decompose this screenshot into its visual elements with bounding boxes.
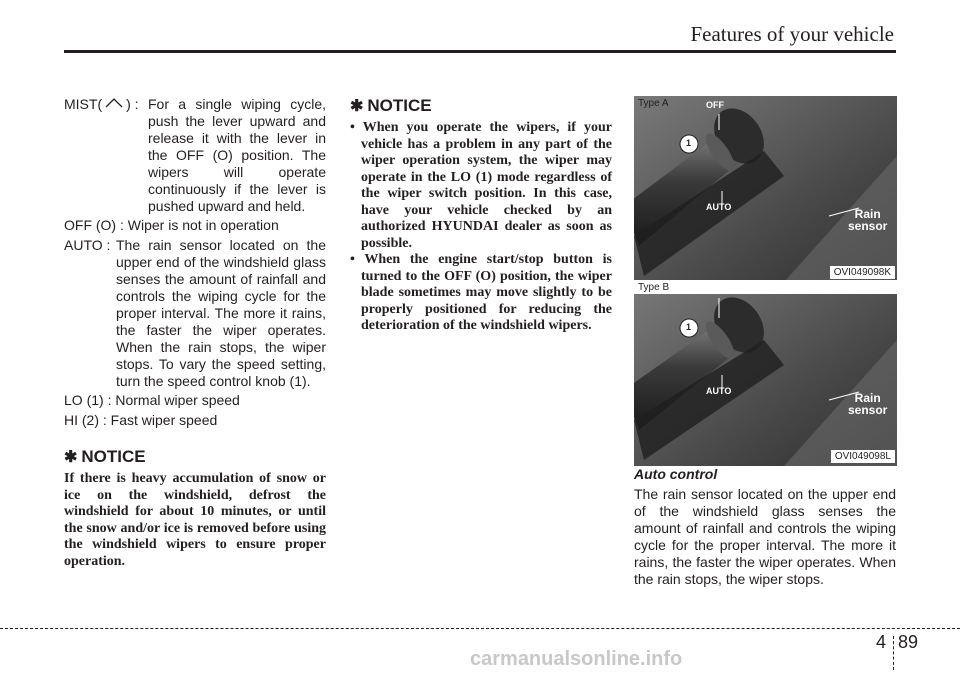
right-figures — [634, 96, 897, 466]
list-item: • When you operate the wipers, if your vehicle has a problem in any part of the wiper operation system, the wiper may operate in the LO (1) mode regardless of the wiper switch position. In this case, have your vehicle checked by an authorized HYUNDAI dealer as soon as possible. — [350, 120, 612, 251]
figure-a-code-label: OVI049098K — [830, 266, 895, 279]
auto-control-text: The rain sensor located on the upper end of the windshield glass senses the amount of rainfall and controls the wiping cycle for the proper interval. The more it rains, the faster the wiper operates. When the rain stops, the wiper stops. — [634, 486, 896, 587]
notice-star-icon: ✱ — [350, 98, 364, 115]
left-notice-body: If there is heavy accumulation of snow or ice on the windshield, defrost the windshield for about 10 minutes, or until the snow and/or ice is removed before using the windshield wipers to ensure proper operation. — [64, 471, 326, 569]
left-notice-heading — [64, 447, 326, 467]
auto-description: The rain sensor located on the upper end of the windshield glass senses the amount of rainfall and controls the wiping cycle for the proper interval. The more it rains, the faster the wiper operates. When the rain stops, the wiper stops. To vary the speed setting, turn the speed control knob (1). — [116, 237, 326, 389]
auto-term: AUTO : — [64, 237, 111, 253]
watermark: carmanualsonline.info — [470, 648, 683, 670]
figure-b-sensor-line2: sensor — [848, 403, 888, 417]
off-definition: OFF (O) : Wiper is not in operation — [64, 217, 279, 233]
figure-a-sensor-line2: sensor — [848, 219, 888, 233]
auto-control-section — [634, 466, 896, 588]
left-column — [64, 96, 326, 570]
list-item: • When the engine start/stop button is turned to the OFF (O) position, the wiper blade sometimes may move slightly to be properly positioned for reducing the deterioration of the windshield wipers. — [350, 252, 612, 333]
figure-b-type-label: Type B — [638, 282, 670, 293]
lo-definition: LO (1) : Normal wiper speed — [64, 392, 240, 408]
figure-a-off-label: OFF — [706, 100, 724, 110]
figure-type-b — [634, 280, 897, 466]
chapter-number: 4 — [876, 632, 887, 652]
header-rule — [64, 50, 896, 53]
figure-b-off-label: O — [716, 286, 724, 296]
mist-term-prefix: MIST( — [64, 96, 103, 112]
auto-definition — [64, 237, 326, 390]
middle-notice-list — [350, 120, 612, 335]
mist-description: For a single wiping cycle, push the lever upward and release it with the lever in the OFF (O) position. The wipers will operate continuously if the lever is pushed upward and held. — [148, 96, 326, 214]
mist-term-suffix: ) : — [126, 96, 139, 112]
figure-a-rain-sensor-label — [848, 208, 887, 232]
page-number: 89 — [898, 632, 919, 652]
figure-b-rain-sensor-label — [848, 392, 887, 416]
figure-b-number-label: 1 — [686, 322, 692, 332]
page-number-divider — [893, 636, 894, 670]
auto-control-title: Auto control — [634, 466, 718, 482]
wiper-lever-illustration-a — [634, 96, 897, 282]
notice-star-icon: ✱ — [64, 449, 78, 466]
page-header-title: Features of your vehicle — [690, 22, 894, 46]
figure-a-number-label: 1 — [686, 138, 692, 148]
left-notice-title: NOTICE — [81, 447, 146, 466]
figure-a-auto-label: AUTO — [706, 202, 732, 212]
figure-a-type-label: Type A — [638, 98, 669, 109]
mist-definition — [64, 96, 326, 215]
figure-b-sensor-line1: Rain — [854, 391, 881, 405]
mist-up-icon — [105, 98, 123, 108]
footer-rule — [0, 628, 960, 629]
figure-b-auto-label: AUTO — [706, 386, 732, 396]
middle-notice-title: NOTICE — [367, 96, 432, 115]
middle-column — [350, 96, 612, 335]
mist-term — [64, 96, 139, 113]
hi-definition: HI (2) : Fast wiper speed — [64, 412, 218, 428]
figure-type-a — [634, 96, 897, 282]
middle-notice-heading — [350, 96, 612, 116]
wiper-lever-illustration-b — [634, 280, 897, 466]
figure-b-code-label: OVI049098L — [831, 450, 895, 463]
figure-a-sensor-line1: Rain — [854, 207, 881, 221]
